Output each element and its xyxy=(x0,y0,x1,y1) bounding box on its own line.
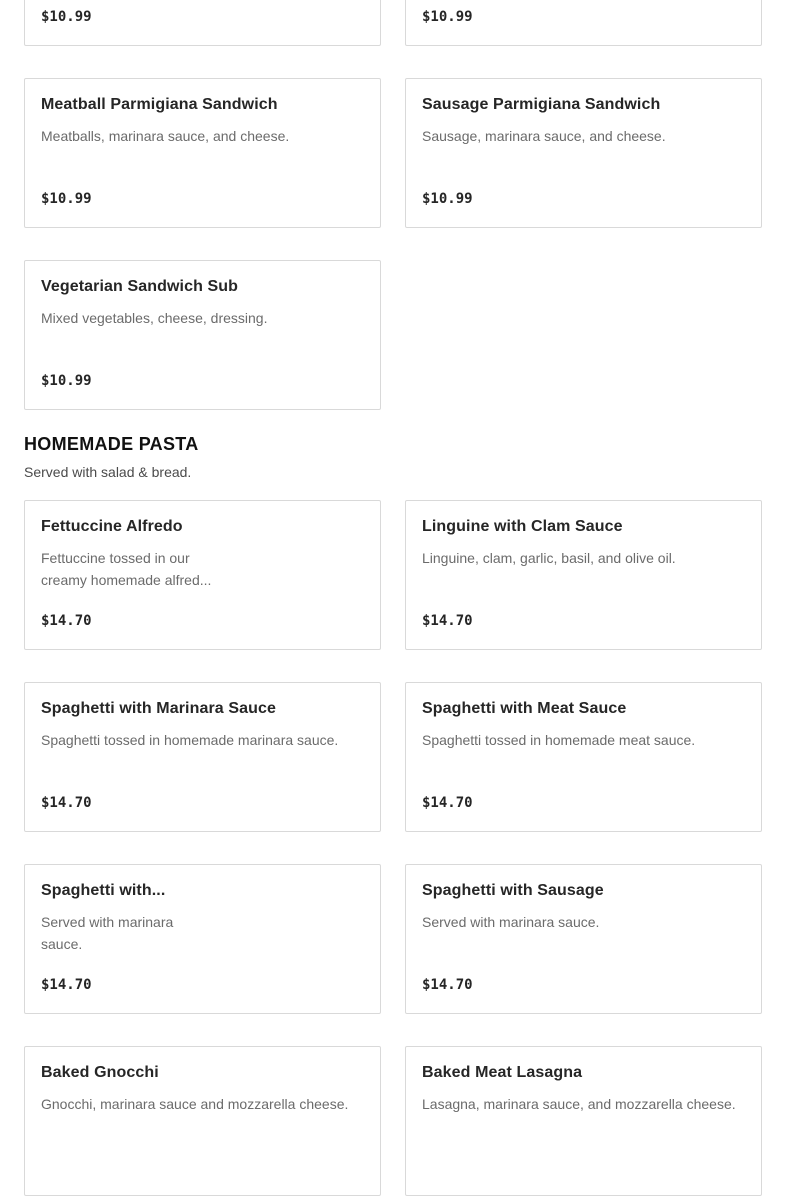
item-price: $10.99 xyxy=(41,9,92,25)
item-price: $14.70 xyxy=(41,977,92,993)
menu-item-card[interactable] xyxy=(405,500,762,650)
item-description: Served with marinara sauce. xyxy=(422,914,600,930)
menu-item-card[interactable] xyxy=(405,0,762,46)
item-name: Spaghetti with... xyxy=(41,882,166,899)
item-name: Spaghetti with Meat Sauce xyxy=(422,700,627,717)
menu-item-card[interactable] xyxy=(24,1046,381,1196)
item-name: Spaghetti with Marinara Sauce xyxy=(41,700,276,717)
item-price: $14.70 xyxy=(41,613,92,629)
menu-item-card[interactable] xyxy=(405,682,762,832)
menu-item-card[interactable] xyxy=(24,500,381,650)
item-price: $10.99 xyxy=(41,191,92,207)
item-price: $10.99 xyxy=(41,373,92,389)
item-description: Fettuccine tossed in our creamy homemade alfred... xyxy=(41,550,212,588)
item-description: Sausage, marinara sauce, and cheese. xyxy=(422,128,666,144)
menu-item-card[interactable] xyxy=(24,864,381,1014)
menu-item-card[interactable] xyxy=(405,864,762,1014)
item-name: Baked Gnocchi xyxy=(41,1064,159,1081)
item-price: $14.70 xyxy=(422,613,473,629)
item-description: Spaghetti tossed in homemade meat sauce. xyxy=(422,732,696,748)
menu-item-card[interactable] xyxy=(405,1046,762,1196)
item-price: $14.70 xyxy=(422,795,473,811)
item-description: Linguine, clam, garlic, basil, and olive oil. xyxy=(422,550,676,566)
menu-item-card[interactable] xyxy=(24,0,381,46)
item-description: Mixed vegetables, cheese, dressing. xyxy=(41,310,268,326)
item-name: Linguine with Clam Sauce xyxy=(422,518,623,535)
item-price: $14.70 xyxy=(422,977,473,993)
section-subtitle: Served with salad & bread. xyxy=(24,464,192,480)
item-description: Lasagna, marinara sauce, and mozzarella cheese. xyxy=(422,1096,736,1112)
item-price: $10.99 xyxy=(422,9,473,25)
menu-item-card[interactable] xyxy=(24,682,381,832)
item-description: Gnocchi, marinara sauce and mozzarella cheese. xyxy=(41,1096,349,1112)
item-description: Meatballs, marinara sauce, and cheese. xyxy=(41,128,290,144)
item-description: Served with marinara sauce. xyxy=(41,914,174,952)
menu-item-card[interactable] xyxy=(405,78,762,228)
item-name: Fettuccine Alfredo xyxy=(41,518,183,535)
item-name: Baked Meat Lasagna xyxy=(422,1064,583,1081)
item-price: $10.99 xyxy=(422,191,473,207)
item-price: $14.70 xyxy=(41,795,92,811)
item-name: Sausage Parmigiana Sandwich xyxy=(422,96,661,113)
item-name: Vegetarian Sandwich Sub xyxy=(41,278,239,295)
menu-item-card[interactable] xyxy=(24,78,381,228)
item-name: Spaghetti with Sausage xyxy=(422,882,604,899)
item-description: Spaghetti tossed in homemade marinara sauce. xyxy=(41,732,339,748)
item-name: Meatball Parmigiana Sandwich xyxy=(41,96,278,113)
section-title: HOMEMADE PASTA xyxy=(24,434,199,454)
menu-item-card[interactable] xyxy=(24,260,381,410)
